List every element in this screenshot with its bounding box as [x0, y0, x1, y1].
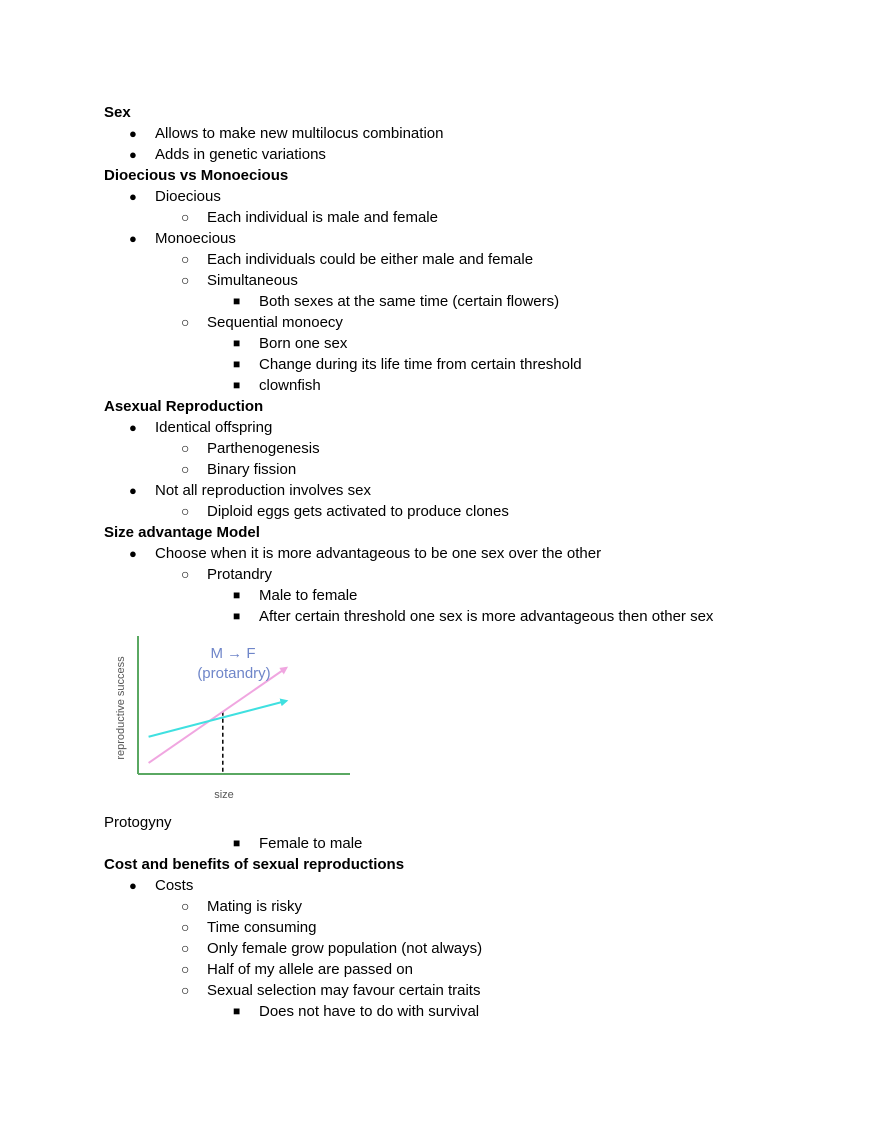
- heading-dioecious-vs-monoecious: Dioecious vs Monoecious: [104, 167, 289, 184]
- x-axis-label: size: [214, 789, 234, 801]
- bullet-marker: ●: [129, 420, 137, 435]
- heading-sex: Sex: [104, 104, 131, 121]
- square-marker: ■: [233, 1004, 241, 1018]
- circle-marker: ○: [181, 503, 190, 519]
- list-item: ○ Mating is risky: [181, 898, 303, 915]
- heading-cost-and-benefits: Cost and benefits of sexual reproductions: [104, 856, 405, 873]
- circle-marker: ○: [181, 209, 190, 225]
- list-item: ○ Time consuming: [181, 919, 317, 936]
- square-marker: ■: [233, 588, 241, 602]
- list-item: ○ Simultaneous: [181, 272, 298, 289]
- list-item: ■ After certain threshold one sex is more advantageous then other sex: [233, 608, 714, 625]
- series-line-pink: [149, 668, 287, 763]
- square-marker: ■: [233, 836, 241, 850]
- bullet-marker: ●: [129, 483, 137, 498]
- heading-size-advantage-model: Size advantage Model: [104, 524, 260, 541]
- list-item: ○ Diploid eggs gets activated to produce clones: [181, 503, 509, 520]
- list-item: ■ Born one sex: [233, 335, 348, 352]
- bullet-marker: ●: [129, 878, 137, 893]
- square-marker: ■: [233, 336, 241, 350]
- list-item: ○ Parthenogenesis: [181, 440, 320, 457]
- circle-marker: ○: [181, 440, 190, 456]
- circle-marker: ○: [181, 272, 190, 288]
- square-marker: ■: [233, 357, 241, 371]
- protandry-chart: [110, 630, 360, 805]
- list-item: ● Costs: [129, 877, 194, 894]
- bullet-marker: ●: [129, 126, 137, 141]
- list-item: ○ Binary fission: [181, 461, 297, 478]
- circle-marker: ○: [181, 314, 190, 330]
- list-item: ○ Only female grow population (not always): [181, 940, 483, 957]
- circle-marker: ○: [181, 919, 190, 935]
- chart-title: M → F: [210, 645, 256, 662]
- list-item: ■ Female to male: [233, 835, 363, 852]
- list-item: ○ Each individuals could be either male and female: [181, 251, 534, 268]
- list-item: ● Allows to make new multilocus combination: [129, 125, 444, 142]
- circle-marker: ○: [181, 461, 190, 477]
- bullet-marker: ●: [129, 189, 137, 204]
- list-item: ■ Both sexes at the same time (certain flowers): [233, 293, 560, 310]
- list-item: ● Choose when it is more advantageous to be one sex over the other: [129, 545, 602, 562]
- protogyny-label: Protogyny: [104, 814, 172, 831]
- list-item: ● Dioecious: [129, 188, 221, 205]
- square-marker: ■: [233, 609, 241, 623]
- list-item: ■ Does not have to do with survival: [233, 1003, 480, 1020]
- bullet-marker: ●: [129, 546, 137, 561]
- circle-marker: ○: [181, 961, 190, 977]
- y-axis-label: reproductive success: [115, 656, 127, 760]
- list-item: ○ Each individual is male and female: [181, 209, 438, 226]
- list-item: ● Identical offspring: [129, 419, 273, 436]
- square-marker: ■: [233, 294, 241, 308]
- list-item: ■ Male to female: [233, 587, 358, 604]
- list-item: ■ Change during its life time from certain threshold: [233, 356, 582, 373]
- list-item: ○ Protandry: [181, 566, 273, 583]
- series-line-cyan: [149, 701, 287, 737]
- circle-marker: ○: [181, 566, 190, 582]
- list-item: ● Monoecious: [129, 230, 236, 247]
- square-marker: ■: [233, 378, 241, 392]
- heading-asexual-reproduction: Asexual Reproduction: [104, 398, 264, 415]
- circle-marker: ○: [181, 898, 190, 914]
- list-item: ■ clownfish: [233, 377, 321, 394]
- list-item: ○ Sexual selection may favour certain traits: [181, 982, 481, 999]
- list-item: ○ Half of my allele are passed on: [181, 961, 413, 978]
- circle-marker: ○: [181, 982, 190, 998]
- bullet-marker: ●: [129, 231, 137, 246]
- list-item: ○ Sequential monoecy: [181, 314, 343, 331]
- chart-subtitle: (protandry): [197, 665, 271, 682]
- list-item: ● Adds in genetic variations: [129, 146, 326, 163]
- list-item: ● Not all reproduction involves sex: [129, 482, 371, 499]
- bullet-marker: ●: [129, 147, 137, 162]
- circle-marker: ○: [181, 251, 190, 267]
- circle-marker: ○: [181, 940, 190, 956]
